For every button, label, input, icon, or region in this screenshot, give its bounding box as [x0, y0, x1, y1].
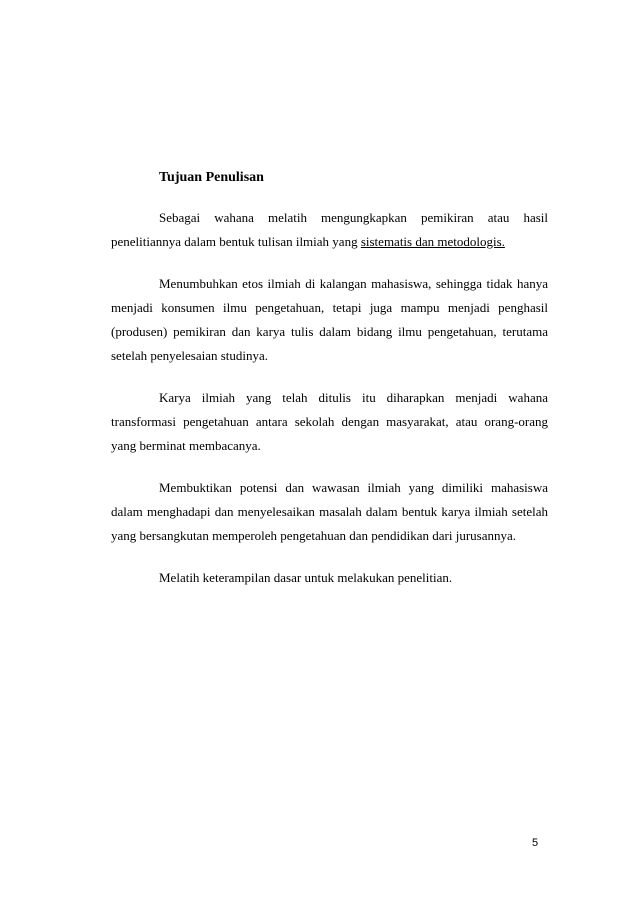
paragraph-3: Karya ilmiah yang telah ditulis itu diharapkan menjadi wahana transformasi pengetahuan antara sekolah dengan masyarakat, atau orang-orang yang berminat membacanya. [111, 390, 548, 453]
paragraph-1-text: Sebagai wahana melatih mengungkapkan pemikiran atau hasil penelitiannya dalam bentuk tulisan ilmiah yang [111, 210, 548, 249]
paragraph-2: Menumbuhkan etos ilmiah di kalangan mahasiswa, sehingga tidak hanya menjadi konsumen ilmu pengetahuan, tetapi juga mampu menjadi penghasil (produsen) pemikiran dan karya tulis dalam bidang ilmu pengetahuan, terutama setelah penyelesaian studinya. [111, 276, 548, 363]
page-content [111, 168, 548, 590]
page-number: 5 [532, 837, 539, 849]
section-heading: Tujuan Penulisan [159, 170, 264, 185]
paragraph-5: Melatih keterampilan dasar untuk melakukan penelitian. [159, 570, 453, 585]
paragraph-1-underlined-text: sistematis dan metodologis. [360, 234, 505, 249]
paragraph-4: Membuktikan potensi dan wawasan ilmiah yang dimiliki mahasiswa dalam menghadapi dan menyelesaikan masalah dalam bentuk karya ilmiah setelah yang bersangkutan memperoleh pengetahuan dan pendidikan dari jurusannya. [111, 480, 548, 543]
paragraph-1 [111, 206, 548, 254]
